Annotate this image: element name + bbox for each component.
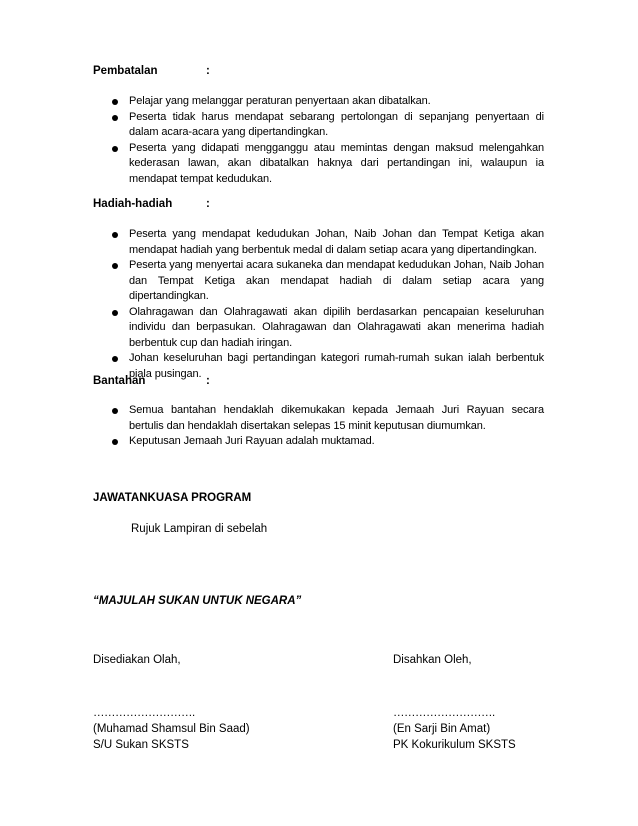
list-item: Olahragawan dan Olahragawati akan dipilih berdasarkan pencapaian keseluruhan individu dan berpasukan. Olahragawan dan Olahragawati akan menerima hadiah berbentuk cup dan hadiah iringan. <box>112 305 544 352</box>
program-heading: JAWATANKUASA PROGRAM <box>93 492 252 504</box>
list-item: Semua bantahan hendaklah dikemukakan kepada Jemaah Juri Rayuan secara bertulis dan hendaklah disertakan selepas 15 minit keputusan diumumkan. <box>112 403 544 434</box>
bullet-icon <box>112 408 118 414</box>
bullet-icon <box>112 232 118 238</box>
signatory-name-right: (En Sarji Bin Amat) <box>393 723 491 735</box>
hadiah-heading: Hadiah-hadiah <box>93 198 173 210</box>
signatory-title-right: PK Kokurikulum SKSTS <box>393 739 516 751</box>
list-item: Keputusan Jemaah Juri Rayuan adalah muktamad. <box>112 434 544 450</box>
bullet-icon <box>112 439 118 445</box>
bantahan-heading: Bantahan <box>93 375 146 387</box>
bullet-icon <box>112 356 118 362</box>
pembatalan-colon: : <box>206 65 210 77</box>
bullet-icon <box>112 115 118 121</box>
signatory-name-left: (Muhamad Shamsul Bin Saad) <box>93 723 250 735</box>
list-item: Johan keseluruhan bagi pertandingan kategori rumah-rumah sukan ialah berbentuk piala pusingan. <box>112 351 544 382</box>
program-note: Rujuk Lampiran di sebelah <box>131 523 268 535</box>
pembatalan-list <box>112 94 544 187</box>
list-item: Peserta yang mendapat kedudukan Johan, Naib Johan dan Tempat Ketiga akan mendapat hadiah yang berbentuk medal di dalam setiap acara yang dipertandingkan. <box>112 227 544 258</box>
bullet-icon <box>112 99 118 105</box>
pembatalan-heading: Pembatalan <box>93 65 158 77</box>
hadiah-list <box>112 227 544 382</box>
slogan: “MAJULAH SUKAN UNTUK NEGARA” <box>93 595 302 607</box>
bantahan-colon: : <box>206 375 210 387</box>
prepared-by-label: Disediakan Olah, <box>93 654 181 666</box>
bullet-icon <box>112 310 118 316</box>
bullet-icon <box>112 146 118 152</box>
signatory-title-left: S/U Sukan SKSTS <box>93 739 189 751</box>
list-item: Pelajar yang melanggar peraturan penyertaan akan dibatalkan. <box>112 94 544 110</box>
approved-by-label: Disahkan Oleh, <box>393 654 472 666</box>
list-item: Peserta yang didapati mengganggu atau memintas dengan maksud melengahkan kederasan lawan, akan dibatalkan haknya dari pertandingan ini, walaupun ia mendapat tempat kedudukan. <box>112 141 544 188</box>
bantahan-list <box>112 403 544 450</box>
list-item: Peserta yang menyertai acara sukaneka dan mendapat kedudukan Johan, Naib Johan dan Tempat Ketiga akan mendapat hadiah di dalam setiap acara yang dipertandingkan. <box>112 258 544 305</box>
signature-line-left: ………………………. <box>93 707 195 719</box>
bullet-icon <box>112 263 118 269</box>
signature-line-right: ………………………. <box>393 707 495 719</box>
list-item: Peserta tidak harus mendapat sebarang pertolongan di sepanjang penyertaan di dalam acara-acara yang dipertandingkan. <box>112 110 544 141</box>
hadiah-colon: : <box>206 198 210 210</box>
